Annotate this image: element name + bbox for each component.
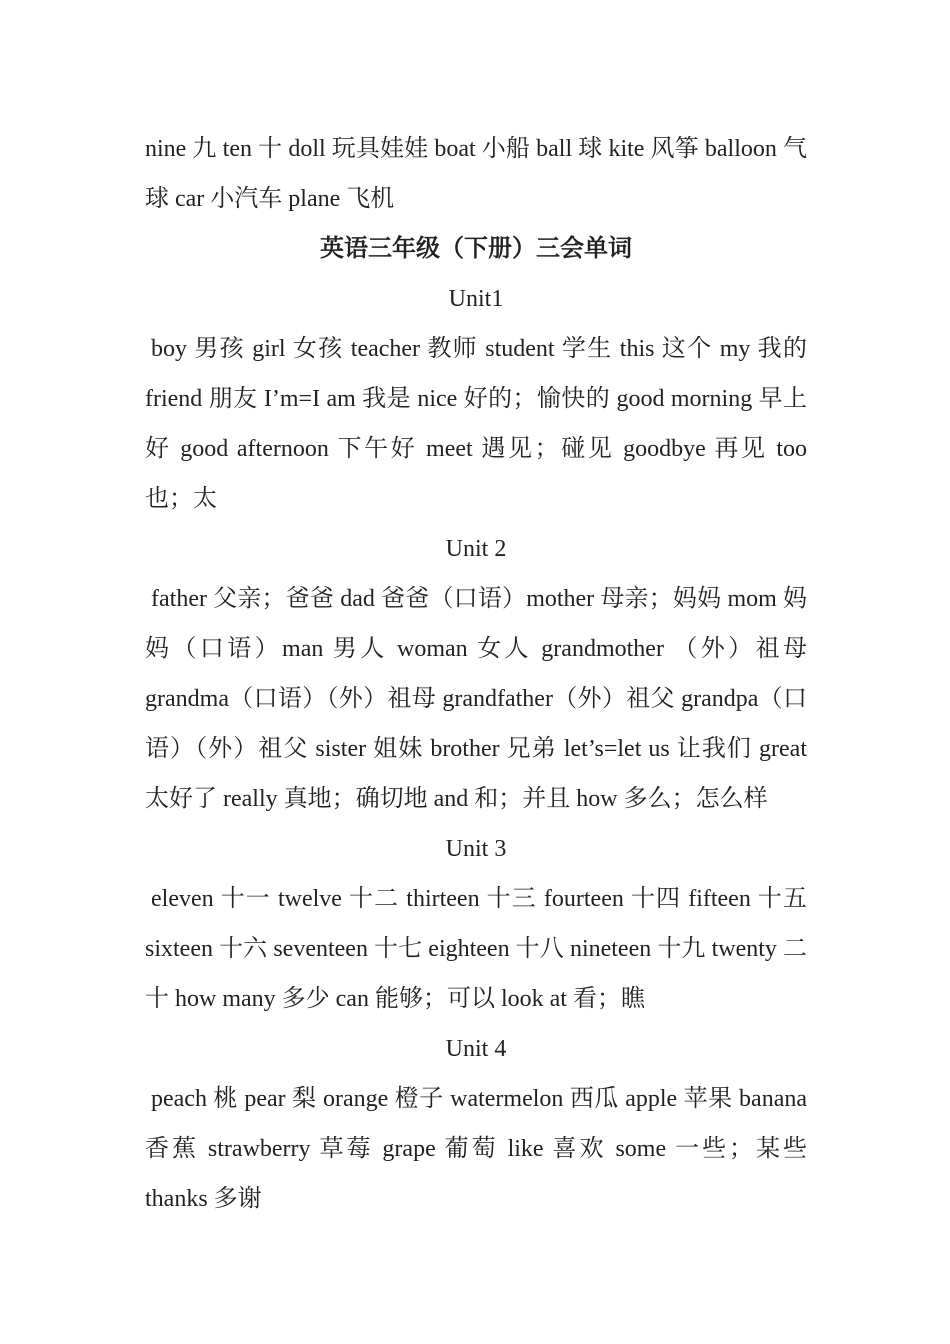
unit-heading: Unit 2 [445, 536, 507, 562]
unit-word-list: peach 桃 pear 梨 orange 橙子 watermelon 西瓜 apple 苹果 banana 香蕉 strawberry 草莓 grape 葡萄 like 喜欢 some 一些；某些 thanks 多谢 [145, 1086, 807, 1212]
unit-word-list: father 父亲；爸爸 dad 爸爸（口语）mother 母亲；妈妈 mom 妈妈（口语）man 男人 woman 女人 grandmother （外）祖母 grandma（口语）（外）祖母 grandfather（外）祖父 grandpa（口语）（外）祖父 sister 姐妹 brother 兄弟 let’s=let us 让我们 great 太好了 really 真地；确切地 and 和；并且 how 多么；怎么样 [145, 586, 807, 812]
document-page [145, 124, 807, 1224]
section-title: 英语三年级（下册）三会单词 [320, 236, 632, 262]
unit-heading: Unit1 [448, 286, 504, 312]
unit-word-list: boy 男孩 girl 女孩 teacher 教师 student 学生 this 这个 my 我的 friend 朋友 I’m=I am 我是 nice 好的；愉快的 good morning 早上好 good afternoon 下午好 meet 遇见；碰见 goodbye 再见 too 也；太 [145, 336, 807, 512]
intro-word-list: nine 九 ten 十 doll 玩具娃娃 boat 小船 ball 球 kite 风筝 balloon 气球 car 小汽车 plane 飞机 [145, 136, 807, 212]
unit-heading: Unit 4 [445, 1036, 507, 1062]
unit-heading: Unit 3 [445, 836, 507, 862]
unit-word-list: eleven 十一 twelve 十二 thirteen 十三 fourteen 十四 fifteen 十五 sixteen 十六 seventeen 十七 eighteen 十八 nineteen 十九 twenty 二十 how many 多少 can 能够；可以 look at 看；瞧 [145, 886, 807, 1012]
